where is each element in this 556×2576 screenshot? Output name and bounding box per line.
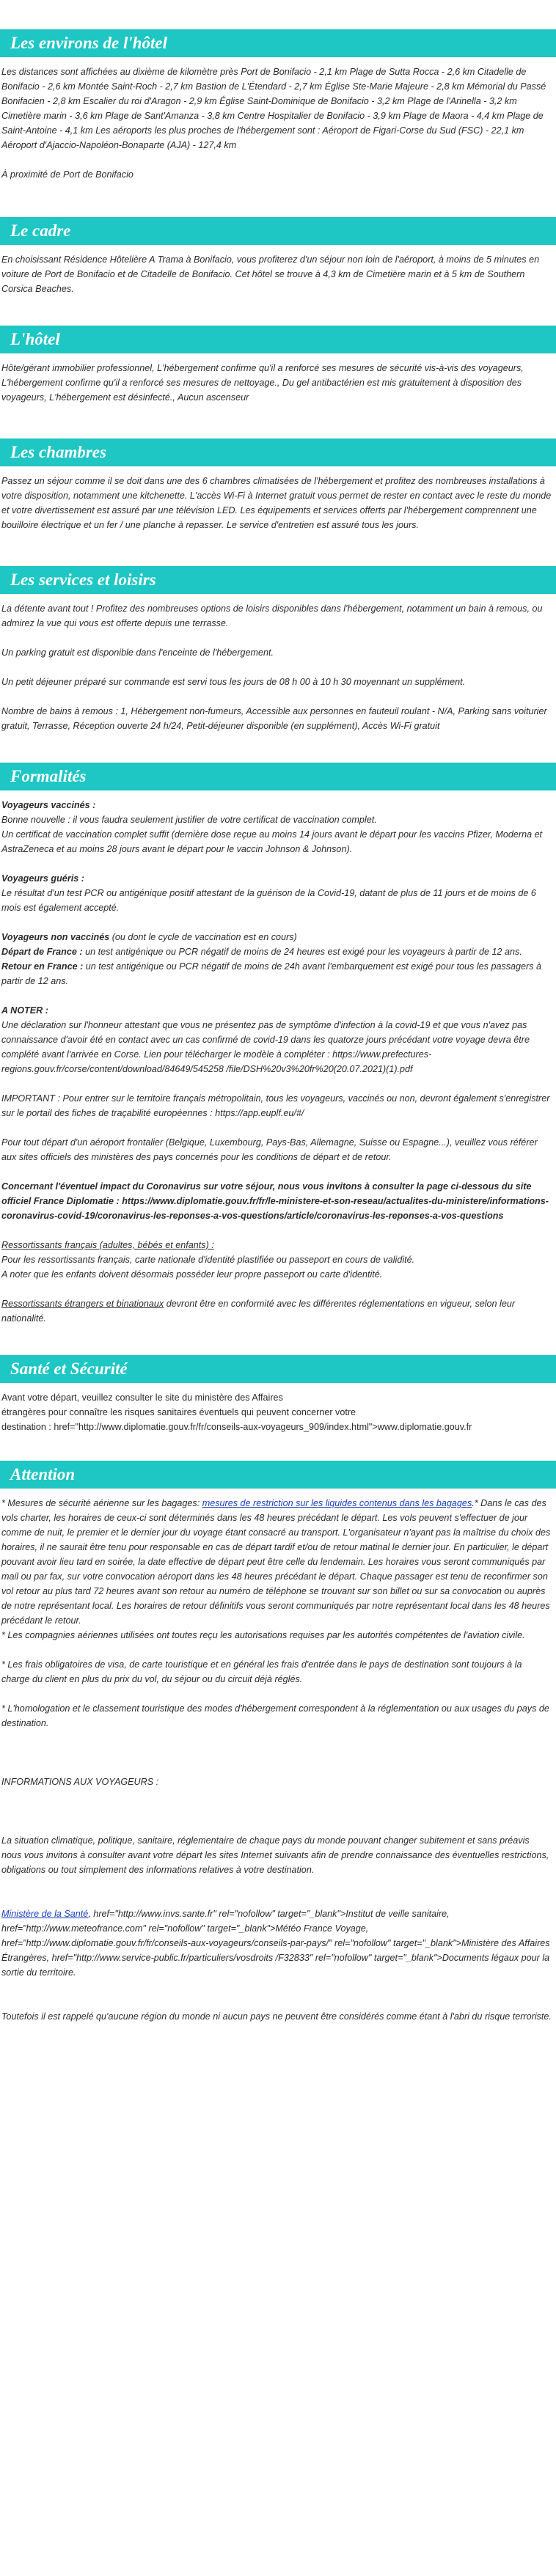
vaccines-line-1: Bonne nouvelle : il vous faudra seulement justifier de votre certificat de vaccination complet. — [1, 815, 377, 825]
liquids-restriction-link[interactable]: mesures de restriction sur les liquides contenus dans les bagages — [202, 1498, 472, 1508]
section-body-sante — [0, 1390, 556, 1434]
retour-label: Retour en France : — [1, 961, 84, 972]
section-body-environs — [0, 65, 556, 182]
info-voyageurs-line-2: nous vous invitons à consulter avant votre départ les sites Internet suivants afin de prendre connaissance des éventuelles restrictions, obligations ou tout simplement des informations relatives à votre destination. — [1, 1850, 549, 1875]
section-title-cadre: Le cadre — [0, 217, 556, 245]
section-title-sante: Santé et Sécurité — [0, 1355, 556, 1383]
section-body-cadre — [0, 252, 556, 296]
section-services — [0, 566, 556, 733]
vaccines-line-2: Un certificat de vaccination complet suffit (dernière dose reçue au moins 14 jours avant le départ pour les vaccins Pfizer, Moderna et AstraZeneca et au moins 28 jours avant le départ pour le vaccin Johnson & Johnson). — [1, 829, 543, 854]
ressortissants-fr-line-1: Pour les ressortissants français, carte nationale d'identité plastifiée ou passeport en cours de validité. — [1, 1255, 415, 1265]
section-body-attention — [0, 1496, 556, 2024]
info-voyageurs-line-1: La situation climatique, politique, sanitaire, réglementaire de chaque pays du monde pouvant changer subitement et sans préavis — [1, 1835, 530, 1846]
sante-links-paragraph — [1, 1907, 552, 1980]
nonvax-line — [1, 930, 552, 944]
attention-p1-prefix: * Mesures de sécurité aérienne sur les bagages: — [1, 1498, 202, 1508]
retour-line — [1, 959, 552, 988]
ressortissants-fr-line-2: A noter que les enfants doivent désormais posséder leur propre passeport ou carte d'identité. — [1, 1269, 383, 1280]
section-title-attention: Attention — [0, 1461, 556, 1489]
section-body-services — [0, 601, 556, 733]
important-text: IMPORTANT : Pour entrer sur le territoire français métropolitain, tous les voyageurs, vaccinés ou non, devront également s'enregistrer sur le portail des fiches de traçabilité européennes : https://app.euplf.eu/#/ — [1, 1093, 550, 1118]
terrorism-notice: Toutefois il est rappelé qu'aucune région du monde ni aucun pays ne peuvent être considérés comme étant à l'abri du risque terroriste. — [1, 2011, 552, 2022]
depart-text: un test antigénique ou PCR négatif de moins de 24 heures est exigé pour les voyageurs à partir de 12 ans. — [82, 947, 522, 957]
ressortissants-etr-text: devront être en conformité avec les différentes réglementations en vigueur, selon leur nationalité. — [1, 1299, 516, 1324]
ressortissants-etr-line — [1, 1296, 552, 1326]
nonvax-note: (ou dont le cycle de vaccination est en cours) — [109, 932, 297, 942]
services-p1: La détente avant tout ! Profitez des nombreuses options de loisirs disponibles dans l'hébergement, notamment un bain à remous, ou admirez la vue qui vous est offerte depuis une terrasse. — [1, 603, 543, 628]
services-p2: Un parking gratuit est disponible dans l'enceinte de l'hébergement. — [1, 647, 274, 658]
ressortissants-fr-label: Ressortissants français (adultes, bébés et enfants) : — [1, 1240, 214, 1250]
cadre-text: En choisissant Résidence Hôtelière A Trama à Bonifacio, vous profiterez d'un séjour non loin de l'aéroport, à moins de 5 minutes en voiture de Port de Bonifacio et de Citadelle de Bonifacio. Cet hôtel se trouve à 4,3 km de Cimetière marin et à 5 km de Southern Corsica Beaches. — [1, 254, 540, 294]
chambres-text: Passez un séjour comme il se doit dans une des 6 chambres climatisées de l'hébergement et profitez des nombreuses installations à votre disposition, notamment une kitchenette. L'accès Wi-Fi à Internet gratuit vous permet de rester en contact avec le reste du monde et votre divertissement est assuré par une télévision LED. Les équipements et services offerts par l'hébergement comprennent une bouilloire électrique et un fer / une planche à repasser. Le service d'entretien est assuré tous les jours. — [1, 476, 552, 530]
attention-p1 — [1, 1496, 552, 1628]
hotel-text: Hôte/gérant immobilier professionnel, L'hébergement confirme qu'il a renforcé ses mesures de sécurité vis-à-vis des voyageurs, L'hébergement confirme qu'il a renforcé ses mesures de nettoyage., Du gel antibactérien est mis gratuitement à disposition des voyageurs, L'hébergement est désinfecté., Aucun ascenseur — [1, 363, 524, 403]
section-title-hotel: L'hôtel — [0, 326, 556, 353]
depart-line — [1, 944, 552, 959]
ministere-sante-link[interactable]: Ministère de la Santé — [1, 1909, 89, 1919]
section-attention — [0, 1461, 556, 2024]
ressortissants-etr-label: Ressortissants étrangers et binationaux — [1, 1299, 164, 1309]
anoter-text: Une déclaration sur l'honneur attestant que vous ne présentez pas de symptôme d'infection à la covid-19 et que vous n'avez pas connaissance d'avoir été en contact avec un cas confirmé de covid-19 dans les quatorze jours précédant votre voyage devra être complété avant l'arrivée en Corse. Lien pour télécharger le modèle à compléter : https://www.prefectures-regions.gouv.fr/corse/content/download/84649/545258 /file/DSH%20v3%20fr%20(20.07.2021)(1).pdf — [1, 1020, 530, 1074]
section-cadre — [0, 217, 556, 296]
sante-line-3: destination : href="http://www.diplomatie.gouv.fr/fr/conseils-aux-voyageurs_909/index.html">www.diplomatie.gouv.fr — [1, 1422, 472, 1432]
section-body-chambres — [0, 474, 556, 532]
section-title-chambres: Les chambres — [0, 438, 556, 466]
sante-line-1: Avant votre départ, veuillez consulter le site du ministère des Affaires — [1, 1392, 283, 1403]
section-environs — [0, 0, 556, 182]
frontalier-text: Pour tout départ d'un aéroport frontalier (Belgique, Luxembourg, Pays-Bas, Allemagne, Suisse ou Espagne...), veuillez vous référer aux sites officiels des ministères des pays concernés pour les conditions de départ et de retour. — [1, 1137, 538, 1162]
attention-p2: * Les frais obligatoires de visa, de carte touristique et en général les frais d'entrée dans le pays de destination sont toujours à la charge du client en plus du prix du vol, du séjour ou du circuit déjà réglés. — [1, 1659, 522, 1684]
vaccines-label: Voyageurs vaccinés : — [1, 800, 96, 810]
section-hotel — [0, 326, 556, 405]
services-p3: Un petit déjeuner préparé sur commande est servi tous les jours de 08 h 00 à 10 h 30 moyennant un supplément. — [1, 677, 466, 687]
section-chambres — [0, 438, 556, 532]
section-sante — [0, 1355, 556, 1434]
gueris-text: Le résultat d'un test PCR ou antigénique positif attestant de la guérison de la Covid-19, datant de plus de 11 jours et de moins de 6 mois est également accepté. — [1, 888, 536, 913]
section-body-formalites — [0, 798, 556, 1326]
nonvax-label: Voyageurs non vaccinés — [1, 932, 110, 942]
info-voyageurs-label: INFORMATIONS AUX VOYAGEURS : — [1, 1777, 159, 1787]
environs-text: Les distances sont affichées au dixième de kilomètre près Port de Bonifacio - 2,1 km Plage de Sutta Rocca - 2,6 km Citadelle de Bonifacio - 2,6 km Montée Saint-Roch - 2,7 km Bastion de L'Étendard - 2,7 km Église Ste-Marie Majeure - 2,8 km Mémorial du Passé Bonifacien - 2,8 km Escalier du roi d'Aragon - 2,9 km Église Saint-Dominique de Bonifacio - 3,2 km Plage de l'Arinella - 3,2 km Cimetière marin - 3,6 km Plage de Sant'Amanza - 3,8 km Centre Hospitalier de Bonifacio - 3,9 km Plage de Maora - 4,4 km Plage de Saint-Antoine - 4,1 km Les aéroports les plus proches de l'hébergement sont : Aéroport de Figari-Corse du Sud (FSC) - 22,1 km Aéroport d'Ajaccio-Napoléon-Bonaparte (AJA) - 127,4 km — [1, 67, 546, 150]
attention-p3: * L'homologation et le classement touristique des modes d'hébergement correspondent à la réglementation ou aux usages du pays de destination. — [1, 1703, 549, 1728]
section-body-hotel — [0, 361, 556, 405]
section-title-services: Les services et loisirs — [0, 566, 556, 594]
attention-p1-tail: * Les compagnies aériennes utilisées ont toutes reçu les autorisations requises par les autorités compétentes de l'aviation civile. — [1, 1630, 525, 1640]
section-formalites — [0, 763, 556, 1326]
depart-label: Départ de France : — [1, 947, 83, 957]
section-title-formalites: Formalités — [0, 763, 556, 790]
section-title-environs: Les environs de l'hôtel — [0, 29, 556, 57]
concernant-text: Concernant l'éventuel impact du Coronavirus sur votre séjour, nous vous invitons à consulter la page ci-dessous du site officiel France Diplomatie : https://www.diplomatie.gouv.fr/fr/le-ministere-et-son-reseau/actualites-du-ministere/informations-coronavirus-covid-19/coronavirus-les-reponses-a-vos-questions/article/coronavirus-les-reponses-a-vos-questions — [1, 1181, 549, 1221]
retour-text: un test antigénique ou PCR négatif de moins de 24h avant l'embarquement est exigé pour tous les passagers à partir de 12 ans. — [1, 961, 542, 986]
attention-p1-rest: .* Dans le cas des vols charter, les horaires de ceux-ci sont déterminés dans les 48 heures précédant le départ. Les vols peuvent s'effectuer de jour comme de nuit, le premier et le dernier jour du voyage étant consacré au transport. L'organisateur n'ayant pas la maîtrise du choix des horaires, il ne saurait être tenu pour responsable en cas de départ tardif et/ou de retour matinal le dernier jour. En particulier, le départ pouvant avoir lieu tard en soirée, la date effective de départ peut être celle du lendemain. Les horaires vous seront communiqués par mail ou par fax, sur votre convocation aéroport dans les 48 heures précédant le départ. Chaque passager est tenu de reconfirmer son vol retour au plus tard 72 heures avant son retour au numéro de téléphone se trouvant sur son billet ou sur sa convocation ou auprès de notre représentant local. Les horaires de retour définitifs vous seront communiqués par notre représentant local dans les 48 heures précédant le retour. — [1, 1498, 551, 1626]
sante-line-2: étrangères pour connaître les risques sanitaires éventuels qui peuvent concerner votre — [1, 1407, 356, 1417]
anoter-label: A NOTER : — [1, 1005, 48, 1016]
gueris-label: Voyageurs guéris : — [1, 873, 84, 884]
services-p4: Nombre de bains à remous : 1, Hébergement non-fumeurs, Accessible aux personnes en fauteuil roulant - N/A, Parking sans voiturier gratuit, Terrasse, Réception ouverte 24 h/24, Petit-déjeuner disponible (en supplément), Accès Wi-Fi gratuit — [1, 706, 547, 731]
sante-links-rest: , href="http://www.invs.sante.fr" rel="nofollow" target="_blank">Institut de veille sanitaire, href="http://www.meteofrance.com" rel="nofollow" target="_blank">Météo France Voyage, href="http://www.diplomatie.gouv.fr/fr/conseils-aux-voyageurs/conseils-par-pays/" rel="nofollow" target="_blank">Ministère des Affaires Étrangères, href="http://www.service-public.fr/particuliers/vosdroits /F32833" rel="nofollow" target="_blank">Documents légaux pour la sortie du territoire. — [1, 1909, 550, 1978]
environs-proximity: À proximité de Port de Bonifacio — [1, 169, 133, 180]
